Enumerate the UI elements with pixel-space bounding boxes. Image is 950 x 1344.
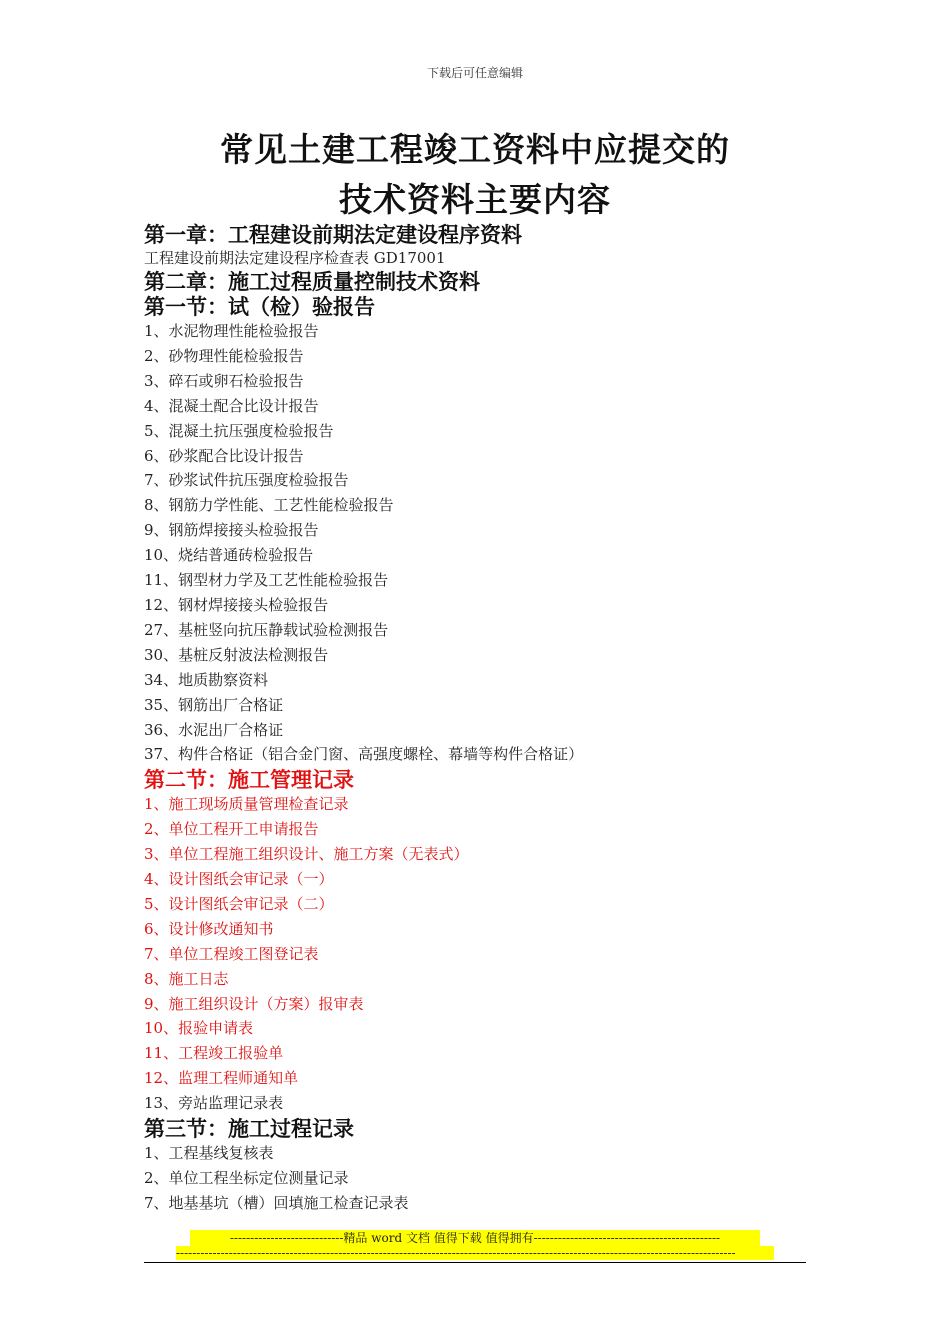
list-item: 10、烧结普通砖检验报告 [144,546,314,565]
list-item: 34、地质勘察资料 [144,670,269,689]
section-2-heading: 第二节：施工管理记录 [144,767,354,793]
section-1-heading: 第一节：试（检）验报告 [144,294,375,319]
document-title-line-1: 常见土建工程竣工资料中应提交的 [220,130,730,169]
list-item: 3、碎石或卵石检验报告 [144,371,304,390]
list-item: 8、钢筋力学性能、工艺性能检验报告 [144,496,394,515]
list-item: 36、水泥出厂合格证 [144,720,284,739]
list-item: 7、地基基坑（槽）回填施工检查记录表 [144,1193,409,1212]
list-item: 13、旁站监理记录表 [144,1094,284,1113]
footer-banner: ----------------------------精品 word 文档 值得下载 值得拥有---------------------------------------------- [190,1230,760,1246]
header-note: 下载后可任意编辑 [426,66,523,80]
list-item: 8、施工日志 [144,969,229,988]
list-item: 12、钢材焊接接头检验报告 [144,595,329,614]
list-item: 4、设计图纸会审记录（一） [144,870,334,889]
list-item: 12、监理工程师通知单 [144,1069,299,1088]
list-item: 7、砂浆试件抗压强度检验报告 [144,471,349,490]
list-item: 1、工程基线复核表 [144,1144,274,1163]
list-item: 11、工程竣工报验单 [144,1044,284,1063]
list-item: 1、水泥物理性能检验报告 [144,322,319,340]
list-item: 10、报验申请表 [144,1019,254,1038]
list-item: 5、混凝土抗压强度检验报告 [144,421,334,440]
list-item: 6、设计修改通知书 [144,919,274,938]
list-item: 30、基桩反射波法检测报告 [144,645,329,664]
document-body [144,222,824,1216]
section-3-heading: 第三节：施工过程记录 [144,1116,354,1142]
list-item: 2、砂物理性能检验报告 [144,346,304,365]
list-item: 37、构件合格证（铝合金门窗、高强度螺栓、幕墙等构件合格证） [144,745,584,764]
list-item: 2、单位工程坐标定位测量记录 [144,1169,349,1187]
list-item: 3、单位工程施工组织设计、施工方案（无表式） [144,845,469,864]
list-item: 9、施工组织设计（方案）报审表 [144,994,364,1013]
list-item: 35、钢筋出厂合格证 [144,695,284,714]
chapter-1-heading: 第一章：工程建设前期法定建设程序资料 [144,222,522,247]
list-item: 5、设计图纸会审记录（二） [144,894,334,913]
list-item: 2、单位工程开工申请报告 [144,820,319,839]
list-item: 7、单位工程竣工图登记表 [144,944,319,963]
list-item: 11、钢型材力学及工艺性能检验报告 [144,571,389,590]
list-item: 6、砂浆配合比设计报告 [144,446,304,465]
chapter-1-text: 工程建设前期法定建设程序检查表 GD17001 [144,249,446,267]
footer-dash-line: ------------------------------------------------------------------------------------------------------------------------------------------ [176,1246,774,1260]
list-item: 1、施工现场质量管理检查记录 [144,795,349,814]
list-item: 27、基桩竖向抗压静载试验检测报告 [144,620,389,639]
section-3-list [144,1141,824,1216]
section-2-list-red [144,792,824,1091]
section-2-list-black [144,1091,824,1116]
list-item: 4、混凝土配合比设计报告 [144,396,319,415]
footer-rule [144,1262,806,1263]
chapter-2-heading: 第二章：施工过程质量控制技术资料 [144,269,480,294]
document-title-line-2: 技术资料主要内容 [339,180,611,219]
list-item: 9、钢筋焊接接头检验报告 [144,521,319,540]
section-1-list [144,319,824,767]
